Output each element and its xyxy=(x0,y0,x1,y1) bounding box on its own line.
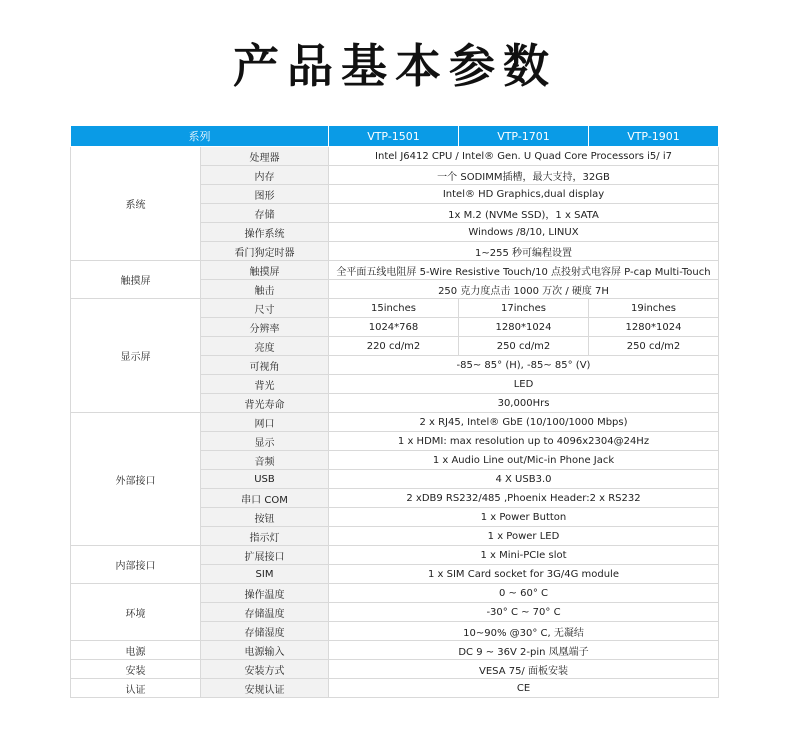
row-value: 1280*1024 xyxy=(459,318,589,337)
row-label: 网口 xyxy=(201,413,329,432)
table-row xyxy=(71,660,719,679)
row-value: 1 x Audio Line out/Mic-in Phone Jack xyxy=(329,451,719,470)
row-value: 15inches xyxy=(329,299,459,318)
row-value: Intel J6412 CPU / Intel® Gen. U Quad Core Processors i5/ i7 xyxy=(329,147,719,166)
row-label: 电源输入 xyxy=(201,641,329,660)
row-value: 1280*1024 xyxy=(589,318,719,337)
row-label: SIM xyxy=(201,565,329,584)
row-value: Windows /8/10, LINUX xyxy=(329,223,719,242)
row-value: DC 9 ~ 36V 2-pin 凤凰端子 xyxy=(329,641,719,660)
row-value: 17inches xyxy=(459,299,589,318)
row-value: 1 x Power LED xyxy=(329,527,719,546)
group-label: 系统 xyxy=(71,147,201,261)
row-value: 250 cd/m2 xyxy=(589,337,719,356)
row-label: 背光寿命 xyxy=(201,394,329,413)
row-value: -30° C ~ 70° C xyxy=(329,603,719,622)
row-label: 尺寸 xyxy=(201,299,329,318)
row-label: 安规认证 xyxy=(201,679,329,698)
group-label: 触摸屏 xyxy=(71,261,201,299)
row-value: VESA 75/ 面板安装 xyxy=(329,660,719,679)
row-label: 触摸屏 xyxy=(201,261,329,280)
row-label: 内存 xyxy=(201,166,329,185)
row-value: 2 xDB9 RS232/485 ,Phoenix Header:2 x RS232 xyxy=(329,489,719,508)
model-header: VTP-1701 xyxy=(459,126,589,147)
table-header-row xyxy=(71,126,719,147)
table-row xyxy=(71,584,719,603)
group-label: 内部接口 xyxy=(71,546,201,584)
row-value: 1x M.2 (NVMe SSD)，1 x SATA xyxy=(329,204,719,223)
table-row xyxy=(71,299,719,318)
row-value: 1024*768 xyxy=(329,318,459,337)
row-label: 看门狗定时器 xyxy=(201,242,329,261)
table-row xyxy=(71,413,719,432)
row-label: USB xyxy=(201,470,329,489)
page-title: 产品基本参数 xyxy=(233,39,557,93)
row-label: 串口 COM xyxy=(201,489,329,508)
table-row xyxy=(71,679,719,698)
series-header: 系列 xyxy=(71,126,329,147)
model-header: VTP-1501 xyxy=(329,126,459,147)
row-value: 30,000Hrs xyxy=(329,394,719,413)
row-value: 一个 SODIMM插槽，最大支持，32GB xyxy=(329,166,719,185)
row-label: 安装方式 xyxy=(201,660,329,679)
row-label: 存储温度 xyxy=(201,603,329,622)
row-value: 4 X USB3.0 xyxy=(329,470,719,489)
row-value: 1 x Mini-PCIe slot xyxy=(329,546,719,565)
spec-table xyxy=(70,125,719,698)
row-value: -85~ 85° (H), -85~ 85° (V) xyxy=(329,356,719,375)
row-label: 扩展接口 xyxy=(201,546,329,565)
row-label: 处理器 xyxy=(201,147,329,166)
row-value: CE xyxy=(329,679,719,698)
group-label: 环境 xyxy=(71,584,201,641)
row-value: 1~255 秒可编程设置 xyxy=(329,242,719,261)
row-value: 1 x HDMI: max resolution up to 4096x2304@24Hz xyxy=(329,432,719,451)
row-value: 0 ~ 60° C xyxy=(329,584,719,603)
row-label: 存储湿度 xyxy=(201,622,329,641)
row-label: 背光 xyxy=(201,375,329,394)
row-label: 音频 xyxy=(201,451,329,470)
row-label: 触击 xyxy=(201,280,329,299)
model-header: VTP-1901 xyxy=(589,126,719,147)
table-row xyxy=(71,641,719,660)
row-value: 2 x RJ45, Intel® GbE (10/100/1000 Mbps) xyxy=(329,413,719,432)
row-label: 亮度 xyxy=(201,337,329,356)
row-label: 存储 xyxy=(201,204,329,223)
row-value: 1 x SIM Card socket for 3G/4G module xyxy=(329,565,719,584)
row-value: 250 cd/m2 xyxy=(459,337,589,356)
row-value: LED xyxy=(329,375,719,394)
row-value: 1 x Power Button xyxy=(329,508,719,527)
row-label: 按钮 xyxy=(201,508,329,527)
table-row xyxy=(71,147,719,166)
row-value: 250 克力度点击 1000 万次 / 硬度 7H xyxy=(329,280,719,299)
row-label: 显示 xyxy=(201,432,329,451)
row-label: 可视角 xyxy=(201,356,329,375)
row-value: 19inches xyxy=(589,299,719,318)
group-label: 认证 xyxy=(71,679,201,698)
group-label: 显示屏 xyxy=(71,299,201,413)
row-label: 图形 xyxy=(201,185,329,204)
row-label: 分辨率 xyxy=(201,318,329,337)
table-row xyxy=(71,261,719,280)
group-label: 安装 xyxy=(71,660,201,679)
row-value: 220 cd/m2 xyxy=(329,337,459,356)
row-label: 操作系统 xyxy=(201,223,329,242)
row-label: 操作温度 xyxy=(201,584,329,603)
group-label: 外部接口 xyxy=(71,413,201,546)
group-label: 电源 xyxy=(71,641,201,660)
table-row xyxy=(71,546,719,565)
row-label: 指示灯 xyxy=(201,527,329,546)
row-value: 全平面五线电阻屏 5-Wire Resistive Touch/10 点投射式电容屏 P-cap Multi-Touch xyxy=(329,261,719,280)
row-value: Intel® HD Graphics,dual display xyxy=(329,185,719,204)
row-value: 10~90% @30° C, 无凝结 xyxy=(329,622,719,641)
